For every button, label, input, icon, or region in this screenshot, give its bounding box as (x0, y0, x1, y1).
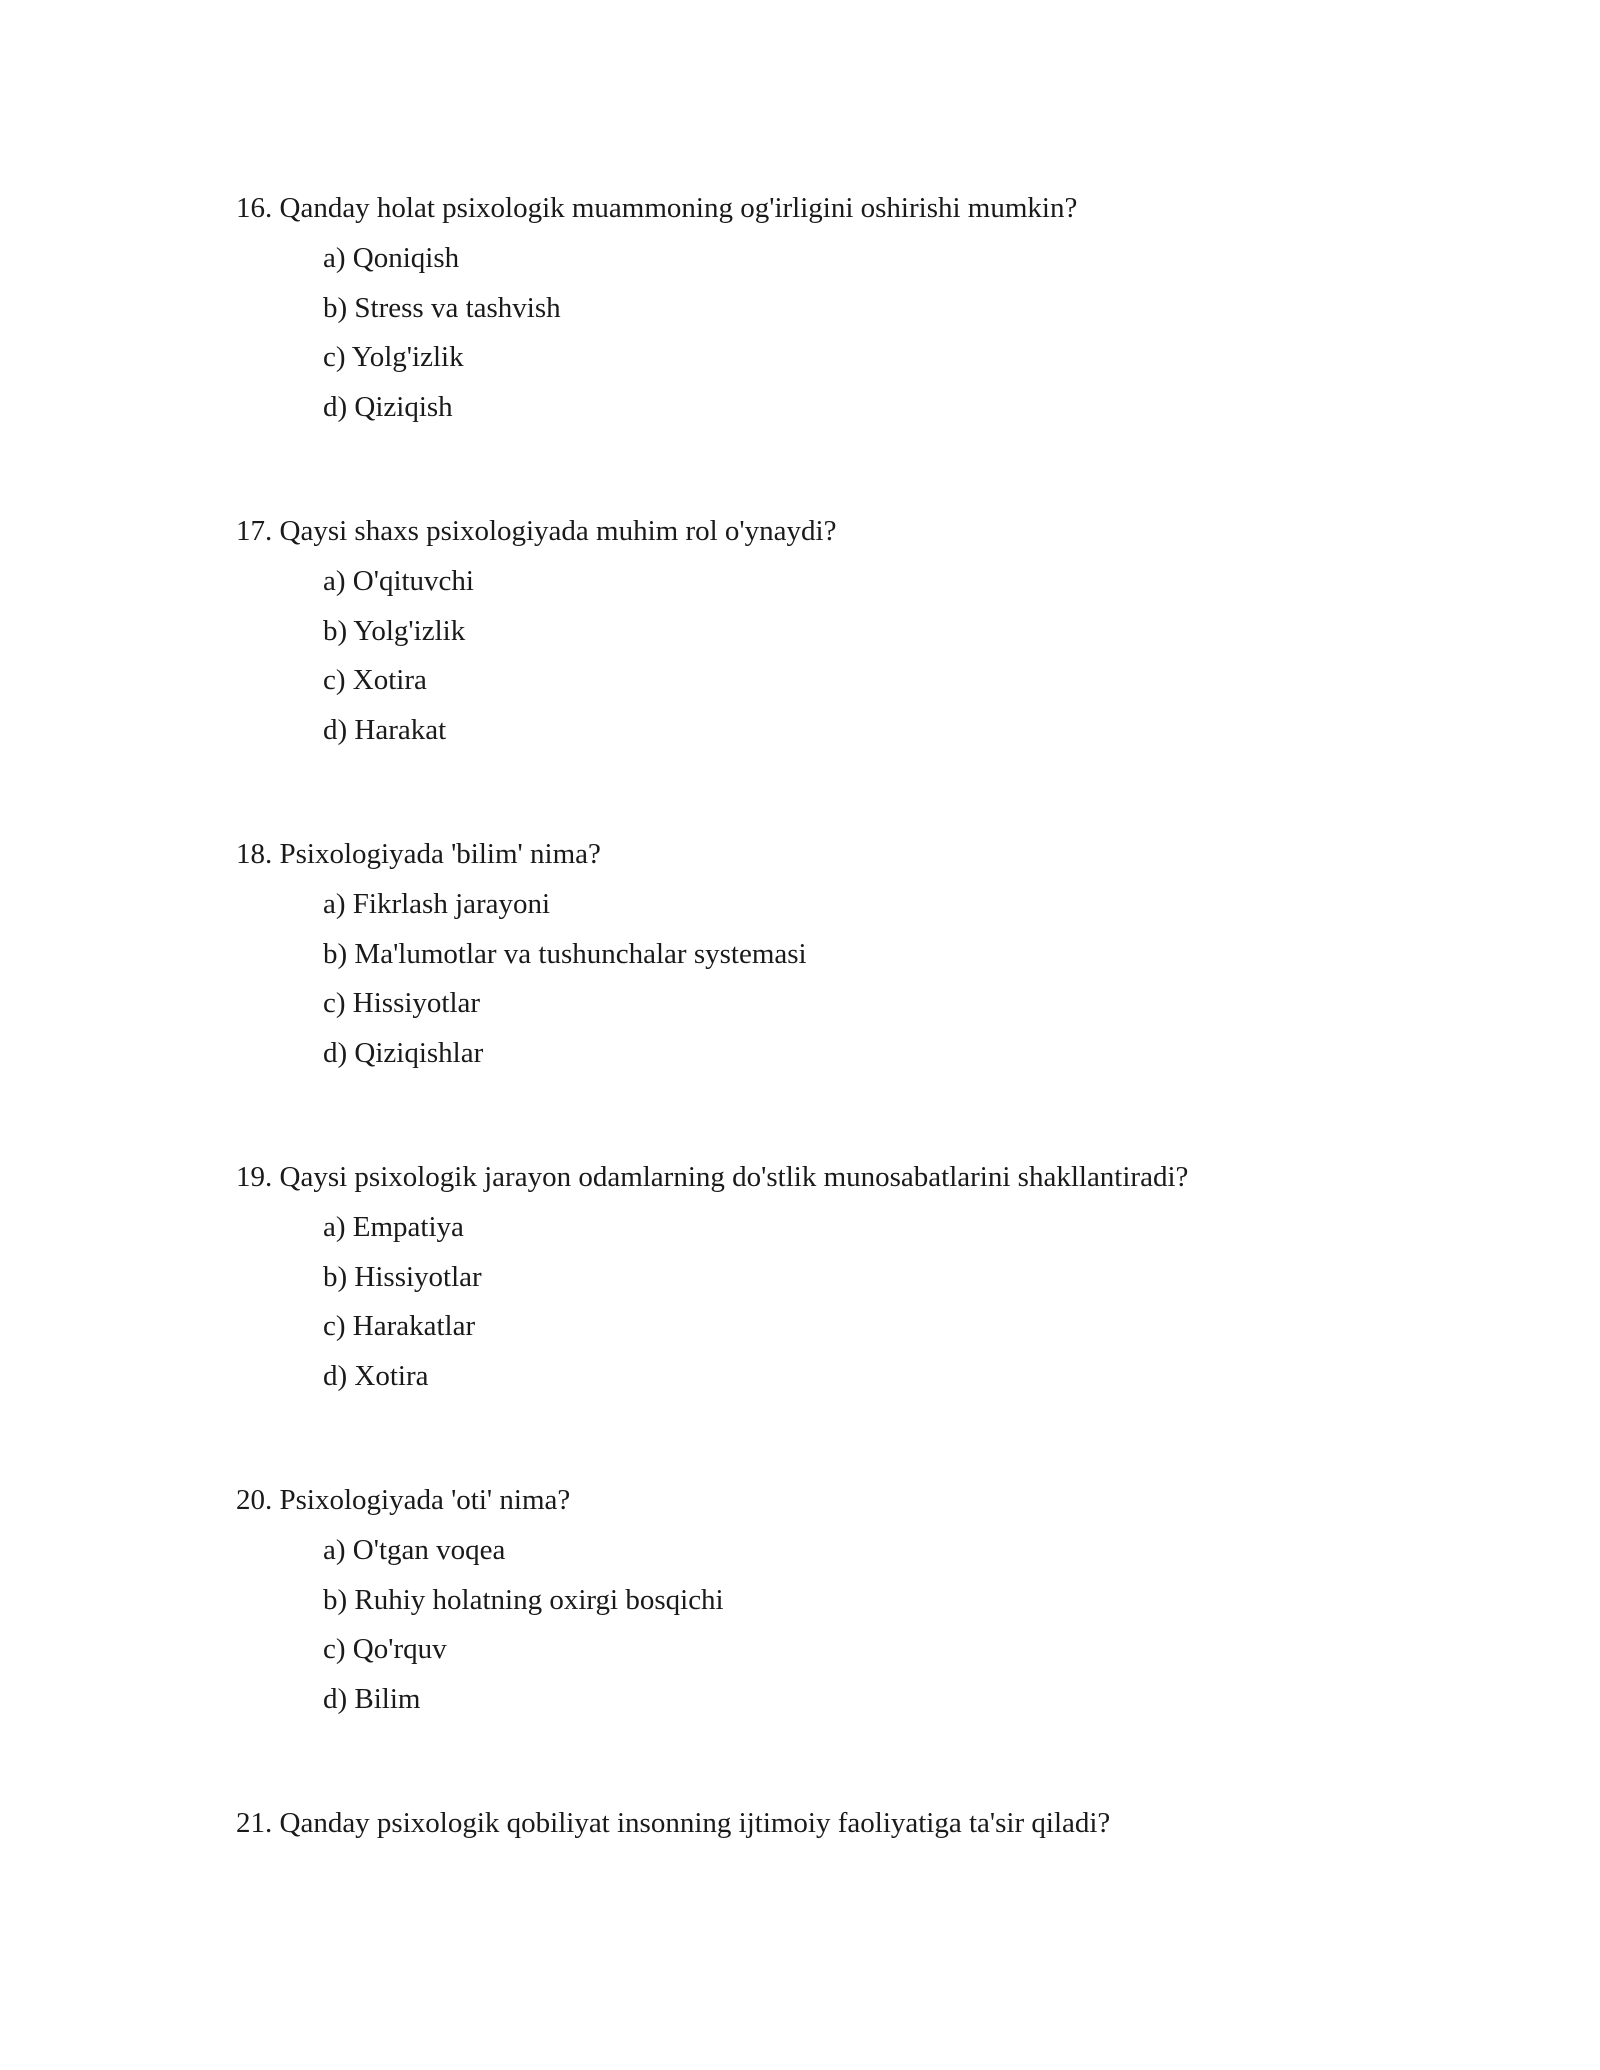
question-text: 18. Psixologiyada 'bilim' nima? (236, 838, 601, 870)
question-17 (236, 513, 1476, 762)
option-a: a) Empatiya (323, 1211, 464, 1243)
question-text: 19. Qaysi psixologik jarayon odamlarning do'stlik munosabatlarini shakllantiradi? (236, 1161, 1189, 1193)
question-text: 21. Qanday psixologik qobiliyat insonning ijtimoiy faoliyatiga ta'sir qiladi? (236, 1807, 1111, 1839)
option-d: d) Qiziqish (323, 391, 453, 424)
option-c: c) Xotira (323, 664, 427, 697)
question-text: 17. Qaysi shaxs psixologiyada muhim rol o'ynaydi? (236, 515, 837, 547)
option-b: b) Hissiyotlar (323, 1260, 482, 1293)
option-b: b) Yolg'izlik (323, 614, 466, 647)
option-a: a) Fikrlash jarayoni (323, 888, 551, 920)
option-c: c) Harakatlar (323, 1310, 476, 1343)
answer-options (236, 1532, 1476, 1717)
answer-options (236, 240, 1476, 425)
option-b: b) Stress va tashvish (323, 291, 561, 324)
option-d: d) Qiziqishlar (323, 1037, 484, 1070)
answer-options (236, 886, 1476, 1071)
option-c: c) Hissiyotlar (323, 987, 481, 1020)
option-a: a) Qoniqish (323, 242, 460, 274)
answer-options (236, 563, 1476, 748)
answer-options (236, 1209, 1476, 1394)
option-a: a) O'qituvchi (323, 565, 474, 597)
option-d: d) Xotira (323, 1360, 429, 1393)
option-c: c) Qo'rquv (323, 1633, 447, 1666)
option-c: c) Yolg'izlik (323, 341, 464, 374)
option-d: d) Harakat (323, 714, 447, 747)
question-text: 16. Qanday holat psixologik muammoning og'irligini oshirishi mumkin? (236, 192, 1078, 224)
question-21 (236, 1805, 1476, 1841)
question-16 (236, 190, 1476, 439)
option-a: a) O'tgan voqea (323, 1534, 506, 1566)
question-text: 20. Psixologiyada 'oti' nima? (236, 1484, 571, 1516)
question-19 (236, 1159, 1476, 1408)
question-18 (236, 836, 1476, 1085)
option-b: b) Ruhiy holatning oxirgi bosqichi (323, 1583, 724, 1616)
option-d: d) Bilim (323, 1683, 421, 1716)
question-20 (236, 1482, 1476, 1731)
option-b: b) Ma'lumotlar va tushunchalar systemasi (323, 937, 807, 970)
